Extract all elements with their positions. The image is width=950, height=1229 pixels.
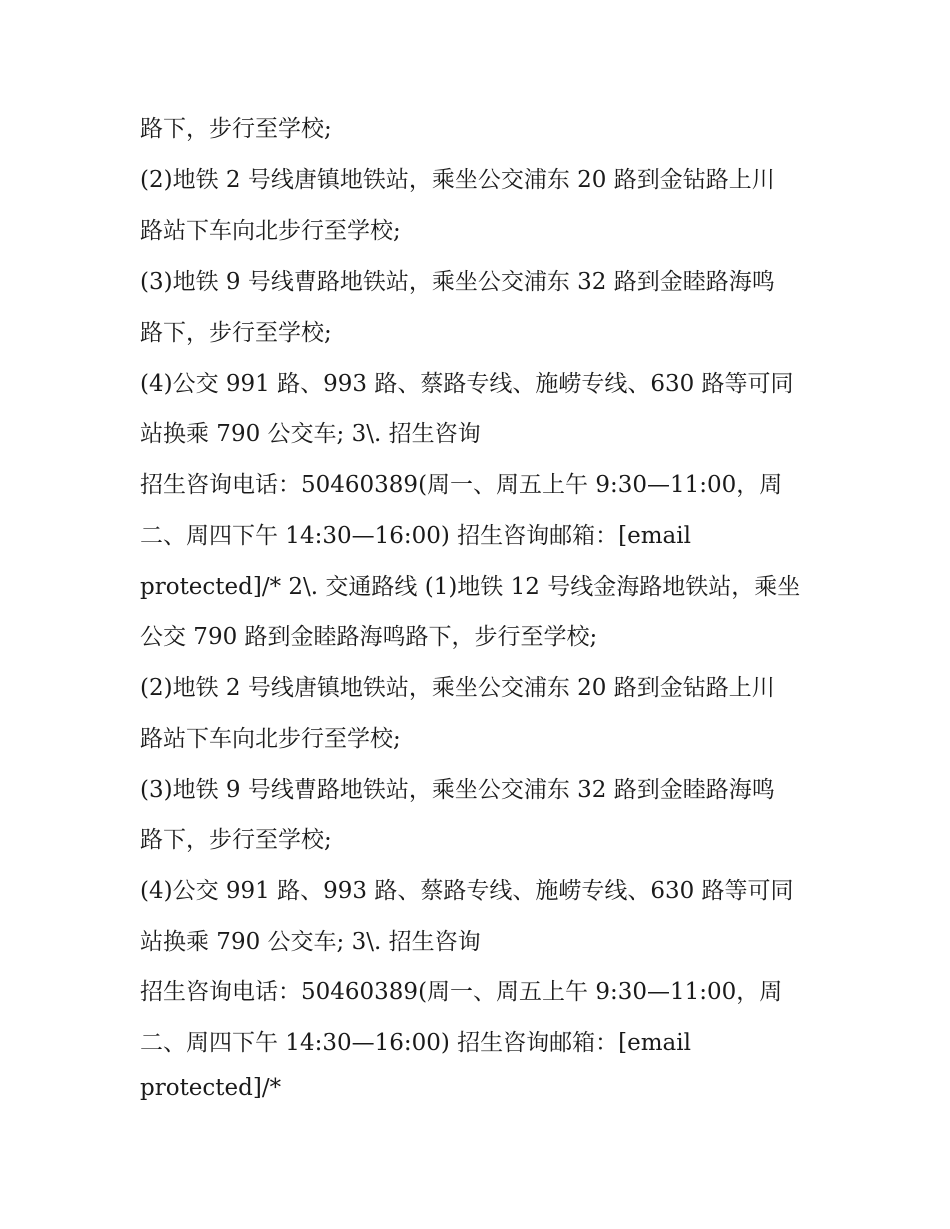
text-line-9: 二、周四下午 14:30—16:00) 招生咨询邮箱：[email (140, 523, 691, 549)
text-line-20: protected]/* (140, 1075, 282, 1101)
text-line-18: 招生咨询电话：50460389(周一、周五上午 9:30—11:00，周 (140, 979, 783, 1005)
text-line-6: (4)公交 991 路、993 路、蔡路专线、施崂专线、630 路等可同 (140, 371, 794, 397)
text-line-16: (4)公交 991 路、993 路、蔡路专线、施崂专线、630 路等可同 (140, 878, 794, 904)
text-line-19: 二、周四下午 14:30—16:00) 招生咨询邮箱：[email (140, 1030, 691, 1056)
text-line-13: 路站下车向北步行至学校; (140, 726, 401, 752)
text-line-11: 公交 790 路到金睦路海鸣路下，步行至学校; (140, 624, 598, 650)
text-line-17: 站换乘 790 公交车; 3\. 招生咨询 (140, 929, 481, 955)
text-line-4: (3)地铁 9 号线曹路地铁站，乘坐公交浦东 32 路到金睦路海鸣 (140, 269, 775, 295)
text-line-7: 站换乘 790 公交车; 3\. 招生咨询 (140, 421, 481, 447)
text-line-12: (2)地铁 2 号线唐镇地铁站，乘坐公交浦东 20 路到金钻路上川 (140, 675, 775, 701)
text-line-5: 路下，步行至学校; (140, 320, 332, 346)
text-line-15: 路下，步行至学校; (140, 827, 332, 853)
text-line-10: protected]/* 2\. 交通路线 (1)地铁 12 号线金海路地铁站，乘坐 (140, 574, 801, 600)
text-line-2: (2)地铁 2 号线唐镇地铁站，乘坐公交浦东 20 路到金钻路上川 (140, 167, 775, 193)
text-line-14: (3)地铁 9 号线曹路地铁站，乘坐公交浦东 32 路到金睦路海鸣 (140, 777, 775, 803)
text-line-3: 路站下车向北步行至学校; (140, 218, 401, 244)
text-line-8: 招生咨询电话：50460389(周一、周五上午 9:30—11:00，周 (140, 472, 783, 498)
text-line-1: 路下，步行至学校; (140, 116, 332, 142)
